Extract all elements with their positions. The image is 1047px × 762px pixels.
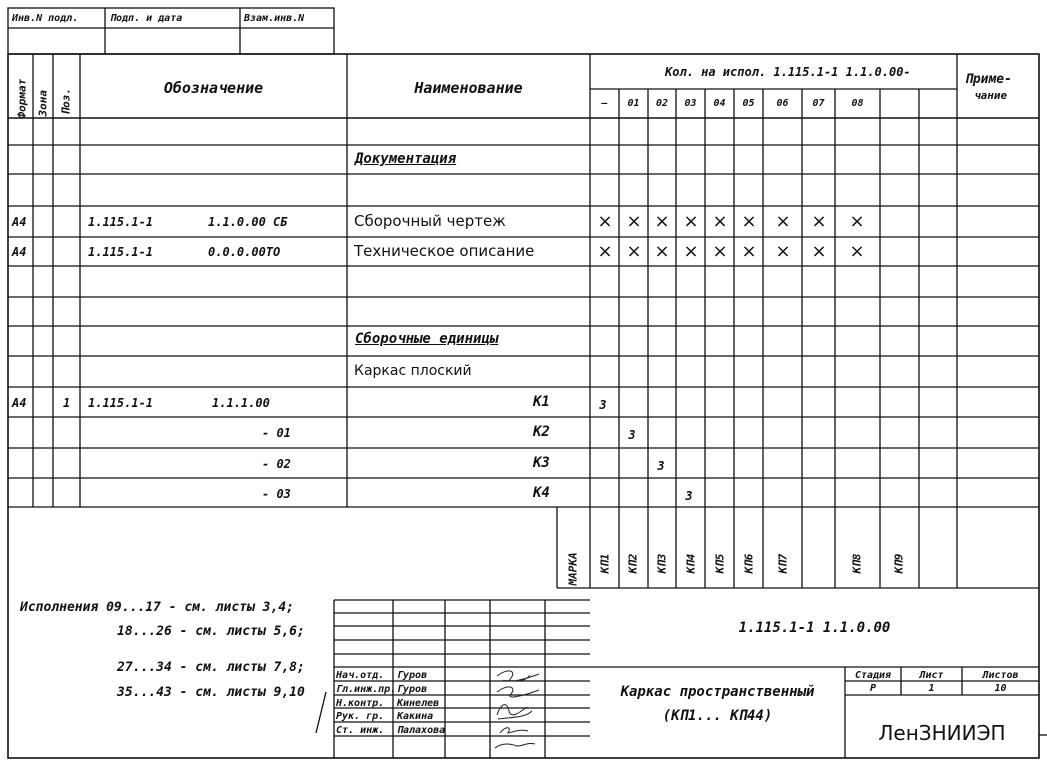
row-suffix: - 03 [262, 487, 291, 501]
tb-name: Гуров [397, 670, 428, 681]
exec-col: 06 [776, 98, 789, 109]
tb-listov-value: 10 [994, 683, 1007, 694]
row-suffix: - 01 [262, 426, 291, 440]
cross-mark: × [712, 211, 728, 232]
tb-title-1: Каркас пространственный [620, 684, 815, 700]
header-primechanie-2: чание [974, 89, 1008, 102]
cross-mark: × [775, 211, 791, 232]
row-format: А4 [12, 245, 27, 259]
stamp-vzam-inv: Взам.инв.N [244, 13, 305, 24]
row-suffix: 0.0.0.00ТО [208, 245, 281, 259]
marka-value: КП2 [626, 553, 640, 574]
tb-stadia-label: Стадия [854, 670, 892, 681]
tb-doc-code: 1.115.1-1 1.1.0.00 [738, 620, 891, 636]
tb-name: Кинелев [397, 698, 440, 709]
row-suffix: 1.1.1.00 [212, 396, 270, 410]
tb-list-value: 1 [928, 683, 935, 694]
marka-value: КП5 [713, 553, 727, 574]
header-zona: Зона [36, 90, 50, 117]
tb-name: Гуров [397, 684, 428, 695]
cross-mark: × [811, 211, 827, 232]
stamp-inv-podl: Инв.N подл. [12, 13, 79, 24]
row-format: А4 [12, 396, 27, 410]
cross-mark: × [654, 241, 670, 262]
tb-stadia-value: Р [869, 683, 877, 694]
header-primechanie-1: Приме- [965, 72, 1012, 87]
tb-name: Какина [397, 711, 434, 722]
exec-col: 02 [655, 98, 669, 109]
header-poz: Поз. [59, 88, 73, 115]
stamp-podp-data: Подп. и дата [110, 13, 183, 24]
cross-mark: × [811, 241, 827, 262]
header-oboznachenie: Обозначение [163, 79, 264, 97]
header-format: Формат [15, 78, 29, 119]
header-kol-na-ispoln: Кол. на испол. 1.115.1-1 1.1.0.00- [665, 65, 911, 79]
cross-mark: × [597, 241, 613, 262]
cross-mark: × [741, 211, 757, 232]
tb-name: Палахова [397, 725, 446, 736]
exec-col: — [601, 98, 608, 109]
marka-value: КП8 [850, 553, 864, 574]
row-format: А4 [12, 215, 27, 229]
section-units: Сборочные единицы [355, 331, 499, 347]
cross-mark: × [597, 211, 613, 232]
cross-mark: × [741, 241, 757, 262]
exec-col: 01 [627, 98, 640, 109]
marka-label: МАРКА [566, 552, 580, 586]
marka-value: КП1 [598, 553, 612, 574]
row-code: 1.115.1-1 [88, 245, 154, 259]
cross-mark: × [654, 211, 670, 232]
cross-mark: × [712, 241, 728, 262]
cross-mark: × [683, 241, 699, 262]
row-suffix: - 02 [262, 457, 291, 471]
row-qty: 3 [657, 459, 665, 473]
cross-mark: × [775, 241, 791, 262]
row-qty: 3 [628, 428, 636, 442]
header-naimenovanie: Наименование [414, 79, 523, 97]
row-mark: К3 [533, 455, 550, 471]
row-code: 1.115.1-1 [88, 215, 154, 229]
marka-value: КП7 [776, 553, 790, 574]
row-code: 1.115.1-1 [88, 396, 154, 410]
exec-col: 07 [812, 98, 825, 109]
cross-mark: × [626, 241, 642, 262]
marka-value: КП9 [892, 553, 906, 574]
cross-mark: × [683, 211, 699, 232]
cross-mark: × [626, 211, 642, 232]
row-suffix: 1.1.0.00 СБ [208, 215, 288, 229]
exec-col: 04 [713, 98, 726, 109]
note-line: 35...43 - см. листы 9,10 [117, 685, 305, 700]
row-qty: 3 [685, 489, 693, 503]
section-docs: Документация [355, 151, 457, 167]
row-mark: К2 [533, 424, 550, 440]
note-line: 18...26 - см. листы 5,6; [117, 624, 305, 639]
tb-org: ЛенЗНИИЭП [878, 721, 1006, 745]
row-qty: 3 [599, 398, 607, 412]
row-name: Сборочный чертеж [354, 212, 506, 230]
tb-role: Н.контр. [336, 698, 385, 709]
cross-mark: × [849, 211, 865, 232]
tb-role: Нач.отд. [336, 670, 385, 681]
row-mark: К4 [533, 485, 550, 501]
tb-title-2: (КП1... КП44) [662, 708, 773, 724]
marka-value: КП4 [684, 553, 698, 574]
tb-role: Гл.инж.пр. [336, 684, 397, 695]
unit-title: Каркас плоский [354, 363, 472, 379]
tb-role: Рук. гр. [336, 711, 385, 722]
exec-col: 03 [684, 98, 697, 109]
note-line: 27...34 - см. листы 7,8; [117, 660, 305, 675]
row-name: Техническое описание [354, 242, 535, 260]
cross-mark: × [849, 241, 865, 262]
tb-list-label: Лист [919, 670, 944, 681]
tb-listov-label: Листов [982, 670, 1019, 681]
marka-value: КП6 [742, 553, 756, 574]
note-line: Исполнения 09...17 - см. листы 3,4; [20, 600, 294, 615]
exec-col: 08 [851, 98, 864, 109]
row-poz: 1 [63, 396, 71, 410]
row-mark: К1 [533, 394, 550, 410]
exec-col: 05 [742, 98, 755, 109]
marka-value: КП3 [655, 553, 669, 574]
tb-role: Ст. инж. [336, 725, 385, 736]
